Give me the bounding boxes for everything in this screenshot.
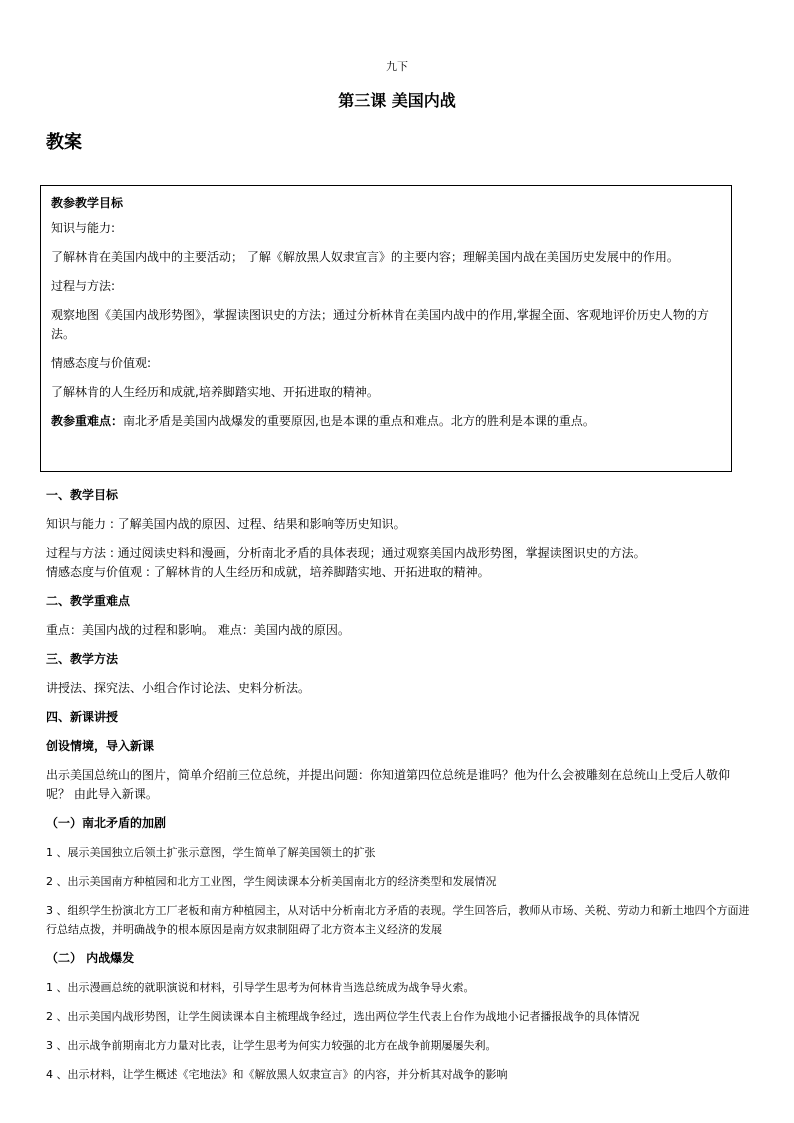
list-item: 3 、出示战争前期南北方力量对比表，让学生思考为何实力较强的北方在战争前期屡屡失利。 bbox=[46, 1039, 497, 1052]
page-header: 九下 bbox=[386, 60, 408, 73]
process-label: 过程与方法: bbox=[51, 279, 116, 293]
paragraph: 讲授法、探究法、小组合作讨论法、史料分析法。 bbox=[46, 681, 311, 695]
list-item: 4 、出示材料，让学生概述《宅地法》和《解放黑人奴隶宣言》的内容，并分析其对战争的影响 bbox=[46, 1068, 508, 1081]
emotion-text: 了解林肯的人生经历和成就,培养脚踏实地、开拓进取的精神。 bbox=[51, 385, 379, 399]
box-heading: 教参教学目标 bbox=[51, 196, 124, 210]
subsection-title: 创设情境，导入新课 bbox=[46, 739, 155, 753]
document-subtitle: 教案 bbox=[46, 132, 82, 153]
subsection-title: （一）南北矛盾的加剧 bbox=[46, 816, 167, 830]
list-item: 1 、展示美国独立后领土扩张示意图，学生简单了解美国领土的扩张 bbox=[46, 846, 376, 859]
key-text: 南北矛盾是美国内战爆发的重要原因,也是本课的重点和难点。北方的胜利是本课的重点。 bbox=[123, 414, 595, 428]
paragraph: 过程与方法 : 通过阅读史料和漫画，分析南北矛盾的具体表现；通过观察美国内战形势图，掌握读图识史的方法。 bbox=[46, 546, 646, 560]
paragraph: 知识与能力 : 了解美国内战的原因、过程、结果和影响等历史知识。 bbox=[46, 517, 406, 531]
list-item: 3 、组织学生扮演北方工厂老板和南方种植园主，从对话中分析南北方矛盾的表现。学生回答后，教师从市场、关税、劳动力和新土地四个方面进行总结点拨，并明确战争的根本原因是南方奴隶制阻碍了北方资本主义经济的发展 bbox=[46, 904, 750, 936]
key-label: 教参重难点： bbox=[51, 414, 124, 428]
list-item: 2 、出示美国南方种植园和北方工业图，学生阅读课本分析美国南北方的经济类型和发展情况 bbox=[46, 875, 497, 888]
knowledge-text: 了解林肯在美国内战中的主要活动； 了解《解放黑人奴隶宣言》的主要内容；理解美国内战在美国历史发展中的作用。 bbox=[51, 250, 679, 264]
document-body bbox=[46, 486, 752, 1094]
knowledge-label: 知识与能力: bbox=[51, 221, 116, 235]
paragraph: 情感态度与价值观 : 了解林肯的人生经历和成就，培养脚踏实地、开拓进取的精神。 bbox=[46, 565, 490, 579]
subsection-title: （二） 内战爆发 bbox=[46, 951, 135, 965]
list-item: 1 、出示漫画总统的就职演说和材料，引导学生思考为何林肯当选总统成为战争导火索。 bbox=[46, 981, 475, 994]
list-item: 2 、出示美国内战形势图，让学生阅读课本自主梳理战争经过，选出两位学生代表上台作为战地小记者播报战争的具体情况 bbox=[46, 1010, 640, 1023]
lesson-title: 第三课 美国内战 bbox=[338, 91, 456, 110]
process-text: 观察地图《美国内战形势图》，掌握读图识史的方法；通过分析林肯在美国内战中的作用,掌握全面、客观地评价历史人物的方法。 bbox=[51, 308, 709, 341]
section-title: 四、新课讲授 bbox=[46, 710, 119, 724]
emotion-label: 情感态度与价值观: bbox=[51, 356, 152, 370]
reference-objectives-box bbox=[40, 185, 732, 472]
section-title: 三、教学方法 bbox=[46, 652, 119, 666]
section-title: 二、教学重难点 bbox=[46, 594, 131, 608]
paragraph: 出示美国总统山的图片，简单介绍前三位总统，并提出问题：你知道第四位总统是谁吗？他为什么会被雕刻在总统山上受后人敬仰呢？ 由此导入新课。 bbox=[46, 768, 731, 801]
section-title: 一、教学目标 bbox=[46, 488, 119, 502]
paragraph: 重点：美国内战的过程和影响。 难点：美国内战的原因。 bbox=[46, 623, 350, 637]
key-points bbox=[51, 412, 721, 431]
